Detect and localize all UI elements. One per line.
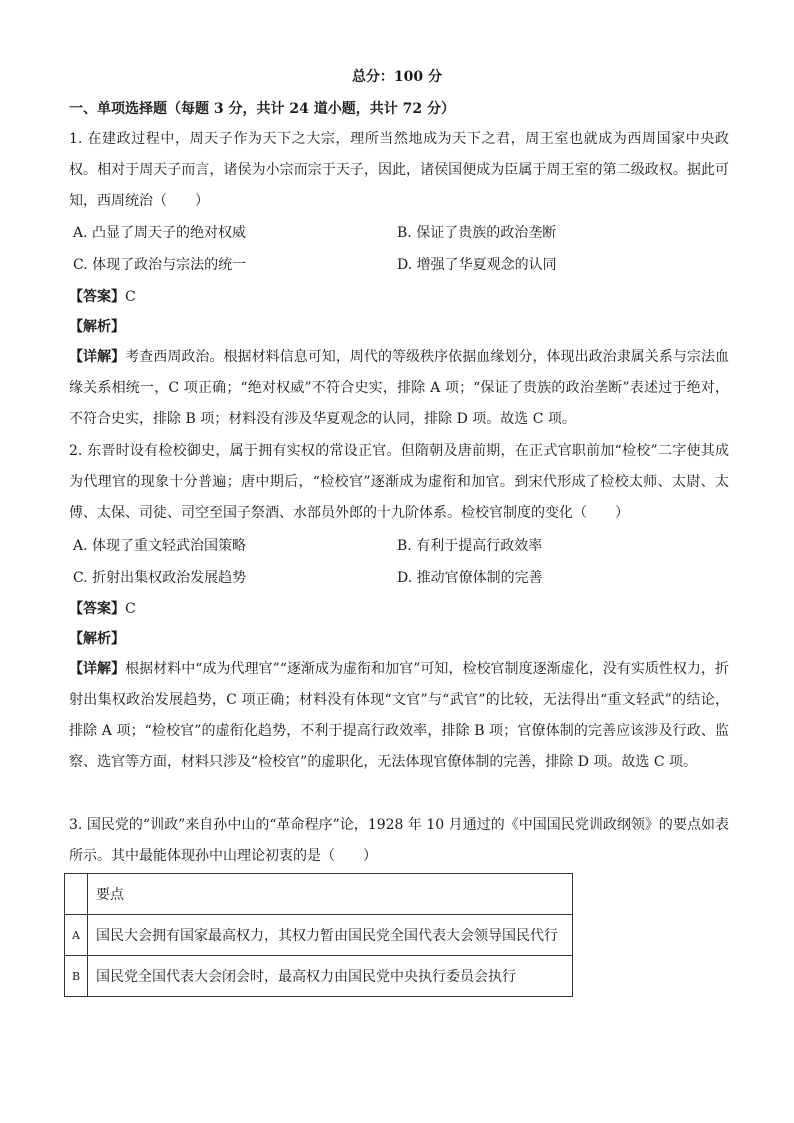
answer-label: 【答案】 (69, 289, 125, 305)
detail-label: 【详解】 (69, 349, 126, 365)
question-2-stem: 2. 东晋时设有检校御史，属于拥有实权的常设正官。但隋朝及唐前期，在正式官职前加“检校”二字使其成为代理官的现象十分普遍；唐中期后，“检校官”逐渐成为虚衔和加官。到宋代形成了检校太师、太尉、太傅、太保、司徒、司空至国子祭酒、水部员外郎的十九阶体系。检校官制度的变化（ ） (69, 443, 729, 521)
question-1-option-c: C. 体现了政治与宗法的统一 (73, 257, 247, 273)
question-2-option-d: D. 推动官僚体制的完善 (397, 570, 543, 586)
table-row-text: 国民党全国代表大会闭会时，最高权力由国民党中央执行委员会执行 (88, 956, 573, 997)
question-1-answer (69, 286, 136, 306)
question-2-option-a: A. 体现了重文轻武治国策略 (73, 538, 247, 554)
detail-text: 考查西周政治。根据材料信息可知，周代的等级秩序依据血缘划分，体现出政治隶属关系与宗法血缘关系相统一，C 项正确；“绝对权威”不符合史实，排除 A 项；“保证了贵族的政治垄断”表述过于绝对，不符合史实，排除 B 项；材料没有涉及华夏观念的认同，排除 D 项。故选 C 项。 (69, 349, 730, 427)
table-header-row (65, 874, 573, 915)
question-2-detail (69, 654, 729, 778)
question-2-option-c: C. 折射出集权政治发展趋势 (73, 570, 247, 586)
question-1-option-d: D. 增强了华夏观念的认同 (397, 257, 557, 273)
table-cell (65, 874, 88, 915)
answer-value: C (125, 601, 136, 617)
question-1-stem: 1. 在建政过程中，周天子作为天下之大宗，理所当然地成为天下之君，周王室也就成为西周国家中央政权。相对于周天子而言，诸侯为小宗而宗于天子，因此，诸侯国便成为臣属于周王室的第二级政权。据此可知，西周统治（ ） (69, 131, 729, 209)
section-title: 一、单项选择题（每题 3 分，共计 24 道小题，共计 72 分） (69, 101, 455, 117)
points-table (64, 873, 573, 997)
table-row-text: 国民大会拥有国家最高权力，其权力暂由国民党全国代表大会领导国民代行 (88, 915, 573, 956)
question-1-detail (69, 342, 729, 435)
question-1-option-a: A. 凸显了周天子的绝对权威 (73, 225, 247, 241)
table-row-key: B (65, 956, 88, 997)
question-3-stem: 3. 国民党的“训政”来自孙中山的“革命程序”论，1928 年 10 月通过的《中国国民党训政纲领》的要点如表所示。其中最能体现孙中山理论初衷的是（ ） (69, 817, 729, 864)
question-1-option-b: B. 保证了贵族的政治垄断 (397, 225, 557, 241)
detail-text: 根据材料中“成为代理官”“逐渐成为虚衔和加官”可知，检校官制度逐渐虚化，没有实质性权力，折射出集权政治发展趋势，C 项正确；材料没有体现“文官”与“武官”的比较，无法得出“重文轻武”的结论，排除 A 项；“检校官”的虚衔化趋势，不利于提高行政效率，排除 B 项；官僚体制的完善应该涉及行政、监察、选官等方面，材料只涉及“检校官”的虚职化，无法体现官僚体制的完善，排除 D 项。故选 C 项。 (69, 661, 729, 770)
question-2-option-b: B. 有利于提高行政效率 (397, 538, 543, 554)
table-row (65, 915, 573, 956)
detail-label: 【详解】 (69, 661, 126, 677)
table-header-cell: 要点 (88, 874, 573, 915)
table-row-key: A (65, 915, 88, 956)
answer-label: 【答案】 (69, 601, 125, 617)
total-score: 总分：100 分 (351, 69, 443, 85)
question-2-analysis-label: 【解析】 (69, 631, 125, 647)
table-row (65, 956, 573, 997)
question-1-analysis-label: 【解析】 (69, 319, 125, 335)
question-2-answer (69, 598, 136, 618)
answer-value: C (125, 289, 136, 305)
